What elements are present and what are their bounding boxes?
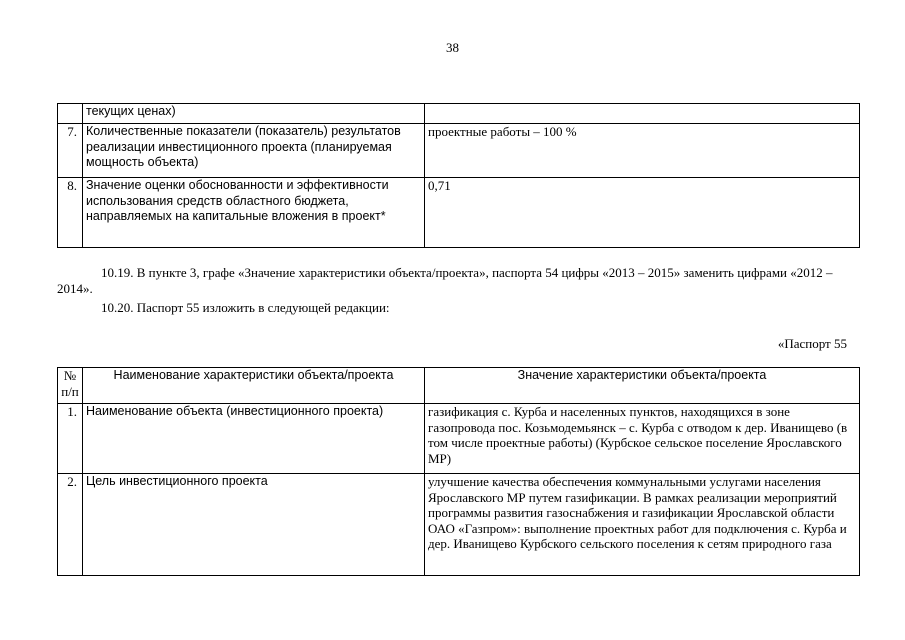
characteristic-name: Цель инвестиционного проекта: [83, 474, 425, 576]
characteristic-name: Значение оценки обоснованности и эффективности использования средств областного бюджета, направляемых на капитальные вложения в проект*: [83, 178, 425, 248]
table-row: [58, 178, 860, 248]
table-row: [58, 124, 860, 178]
row-number: 1.: [58, 404, 83, 474]
characteristic-name: текущих ценах): [83, 104, 425, 124]
characteristic-value: газификация с. Курба и населенных пунктов, находящихся в зоне газопровода пос. Козьмодемьянск – с. Курба с отводом к дер. Иванищево (в том числе проектные работы) (Курбское сельское поселение Ярославского МР): [425, 404, 860, 474]
table-header-row: [58, 368, 860, 404]
row-number: 7.: [58, 124, 83, 178]
table-row: [58, 404, 860, 474]
passport-55-table: [57, 367, 860, 576]
paragraph-10-20: 10.20. Паспорт 55 изложить в следующей редакции:: [101, 300, 390, 315]
characteristic-value: улучшение качества обеспечения коммунальными услугами населения Ярославского МР путем газификации. В рамках реализации мероприятий программы развития газоснабжения и газификации Ярославской области ОАО «Газпром»: выполнение проектных работ для подключения с. Курба и дер. Иванищево Курбского сельского поселения к сетям природного газа: [425, 474, 860, 576]
header-num: № п/п: [58, 368, 83, 404]
characteristic-value: проектные работы – 100 %: [425, 124, 860, 178]
row-number: 8.: [58, 178, 83, 248]
row-number: 2.: [58, 474, 83, 576]
characteristic-name: Наименование объекта (инвестиционного проекта): [83, 404, 425, 474]
characteristic-value: 0,71: [425, 178, 860, 248]
passport-label: «Паспорт 55: [777, 336, 847, 351]
header-name: Наименование характеристики объекта/проекта: [83, 368, 425, 404]
top-table: [57, 103, 860, 248]
header-value: Значение характеристики объекта/проекта: [425, 368, 860, 404]
characteristic-value: [425, 104, 860, 124]
row-number: [58, 104, 83, 124]
characteristic-name: Количественные показатели (показатель) результатов реализации инвестиционного проекта (планируемая мощность объекта): [83, 124, 425, 178]
table-row: [58, 104, 860, 124]
paragraph-10-19: 10.19. В пункте 3, графе «Значение характеристики объекта/проекта», паспорта 54 цифры «2013 – 2015» заменить цифрами «2012 – 2014».: [57, 265, 833, 296]
table-row: [58, 474, 860, 576]
page-number: 38: [446, 40, 459, 55]
